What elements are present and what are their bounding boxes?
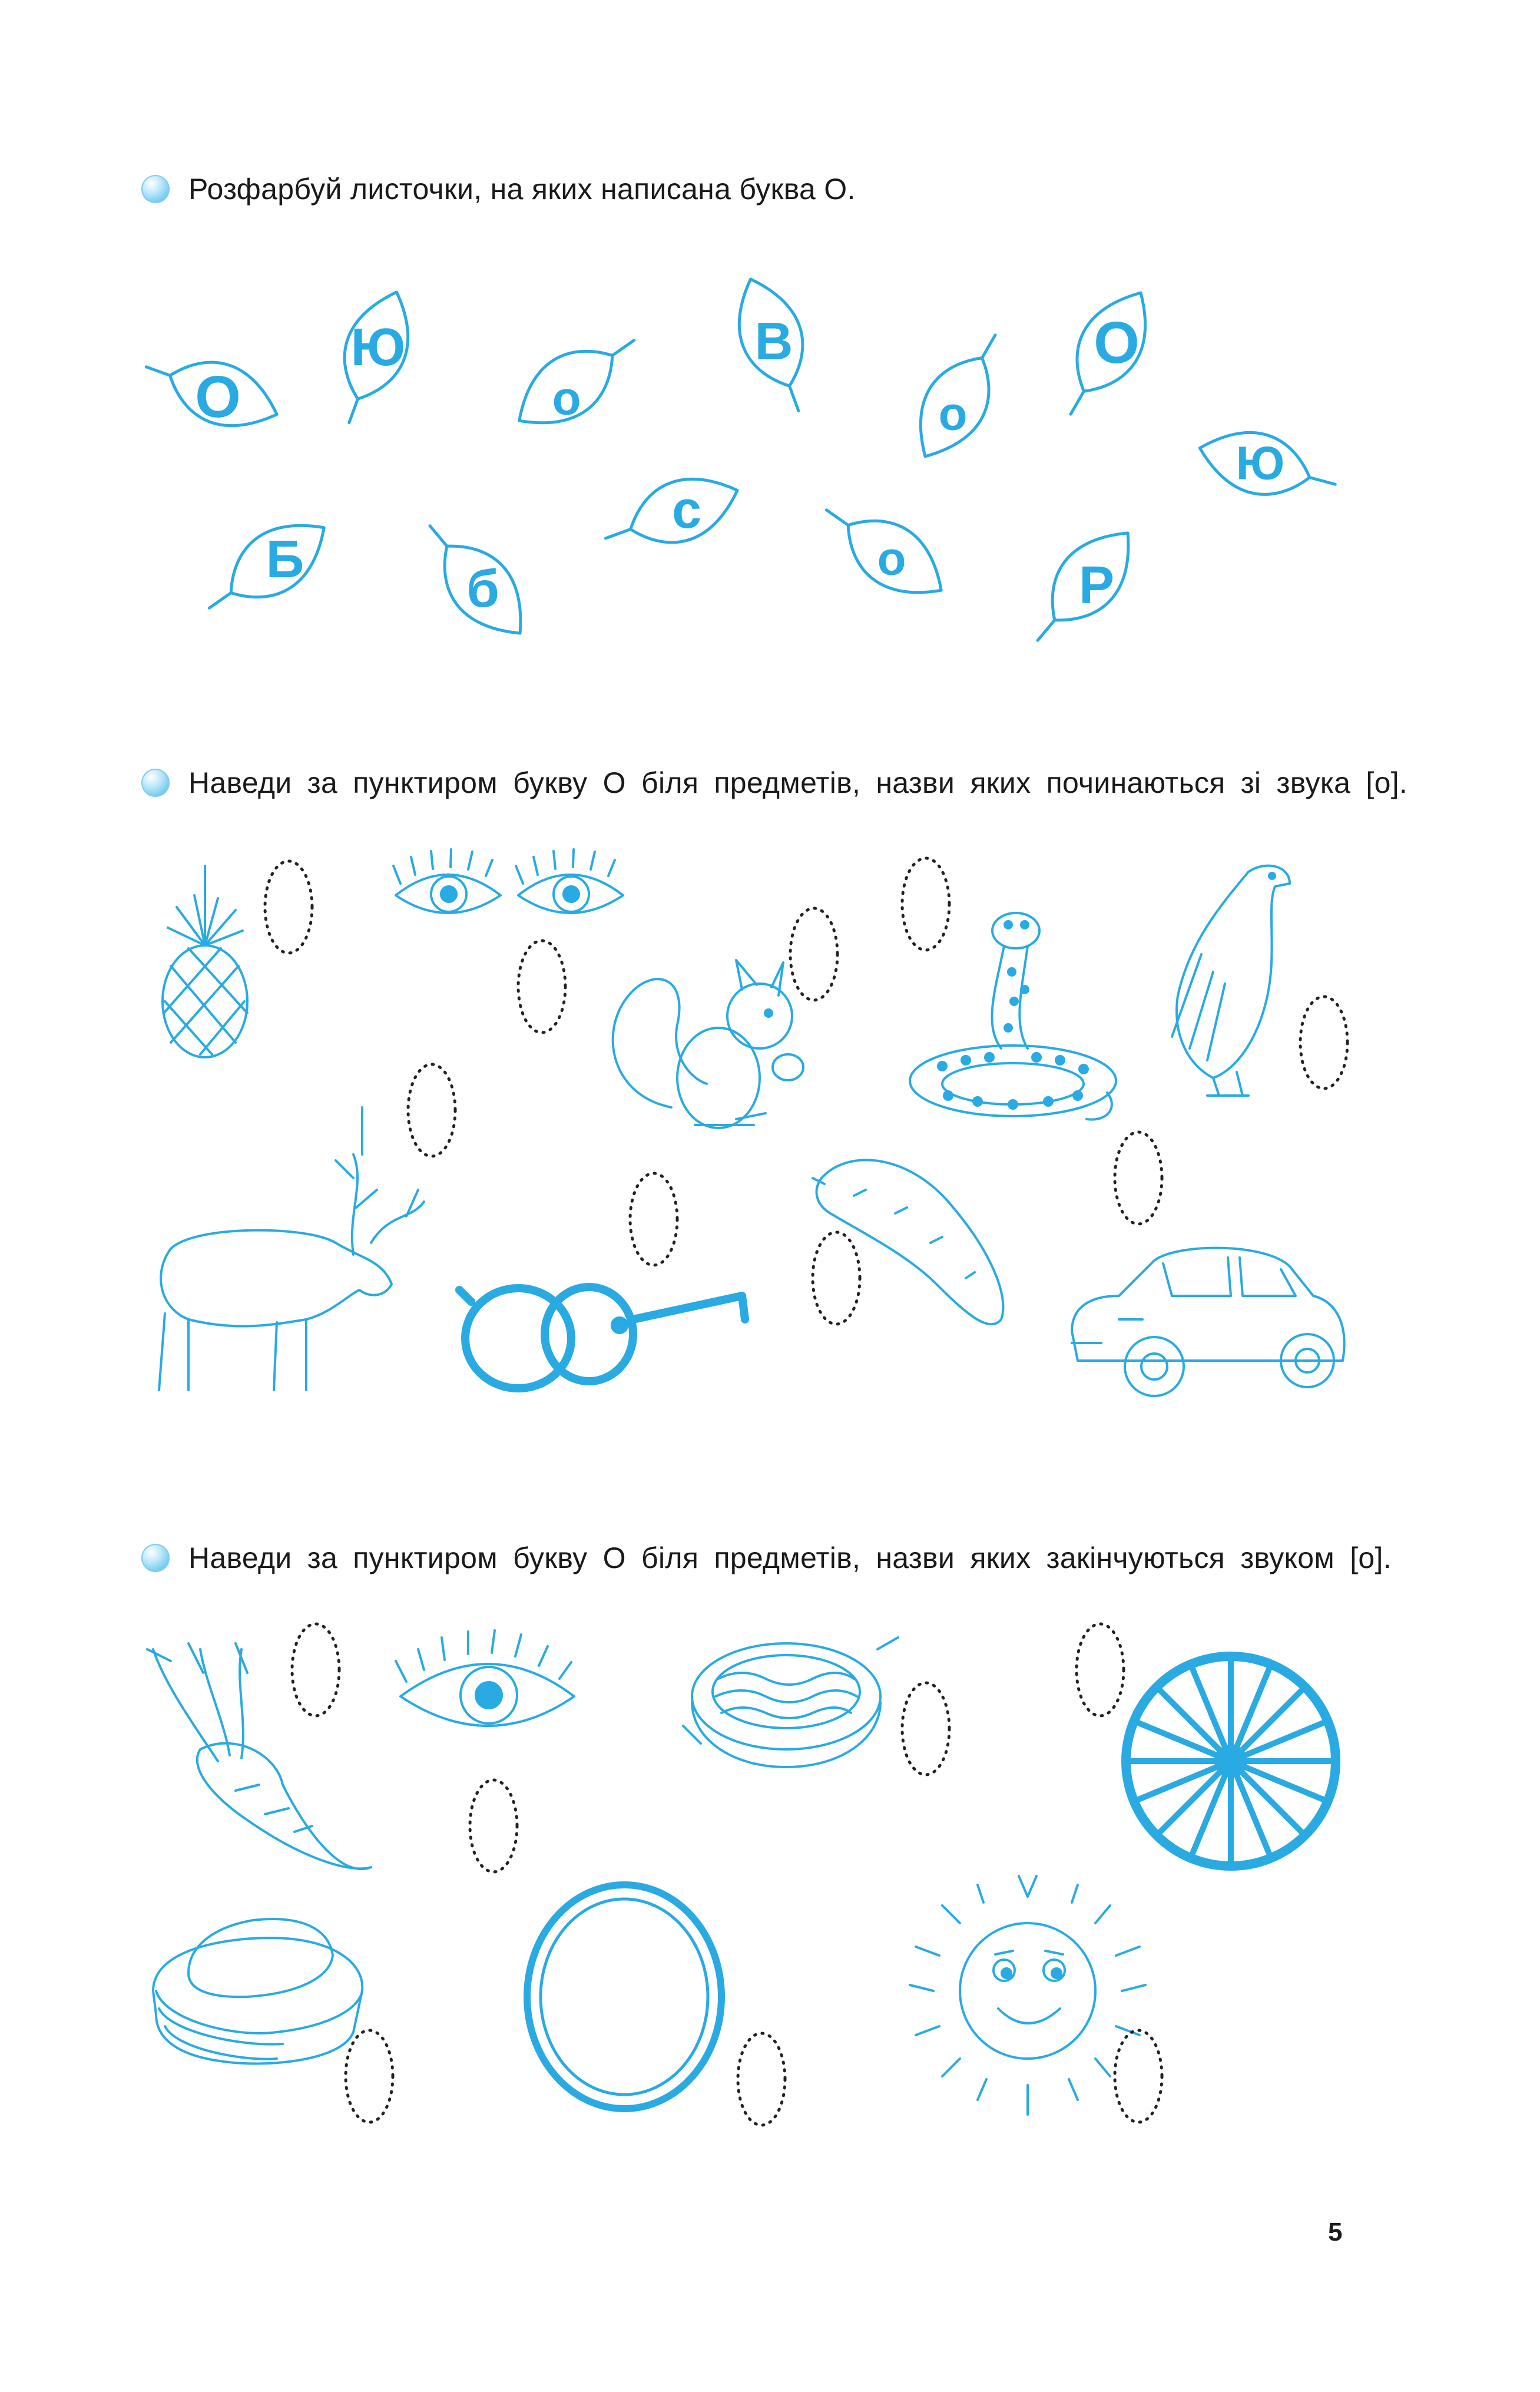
sieve-icon <box>683 1637 898 1767</box>
wheel-icon <box>1126 1656 1336 1866</box>
leaf-5-letter: о <box>938 387 968 440</box>
leaf-2-letter: Ю <box>350 318 406 377</box>
trace-oval[interactable] <box>902 1683 949 1775</box>
leaf-10-letter: с <box>671 481 702 540</box>
trace-oval[interactable] <box>518 941 565 1033</box>
cucumber-icon <box>813 1160 1003 1324</box>
soap-icon <box>153 1919 362 2063</box>
trace-oval[interactable] <box>813 1232 860 1324</box>
eyes-icon <box>393 849 623 913</box>
task-1-text: Розфарбуй листочки, на яких написана буква О. <box>188 173 856 206</box>
trace-oval[interactable] <box>470 1780 517 1872</box>
car-icon <box>1072 1248 1344 1396</box>
trace-oval[interactable] <box>265 861 312 953</box>
trace-oval[interactable] <box>292 1624 339 1716</box>
leaf-4-letter: В <box>754 312 793 371</box>
glasses-icon <box>459 1287 745 1388</box>
leaf-1-letter: О <box>195 364 241 430</box>
trace-oval[interactable] <box>1115 2030 1162 2122</box>
leaf-9-letter: б <box>466 560 499 618</box>
deer-icon <box>159 1107 424 1390</box>
leaf-7-letter: Ю <box>1236 436 1285 489</box>
leaf-8-letter: Б <box>266 530 304 589</box>
trace-oval[interactable] <box>346 2030 393 2122</box>
trace-oval[interactable] <box>1115 1132 1162 1224</box>
pineapple-icon <box>163 866 247 1057</box>
trace-oval[interactable] <box>630 1173 677 1265</box>
trace-oval[interactable] <box>1300 997 1347 1089</box>
squirrel-icon <box>613 960 803 1128</box>
leaf-11-letter: о <box>877 532 906 585</box>
snake-icon <box>910 913 1116 1120</box>
leaf-12-letter: Р <box>1078 556 1115 615</box>
page-number: 5 <box>1328 2218 1343 2247</box>
trace-oval[interactable] <box>408 1064 455 1156</box>
hoop-icon <box>527 1885 721 2109</box>
eye-icon <box>396 1630 574 1726</box>
sun-icon <box>910 1876 1145 2115</box>
trace-oval[interactable] <box>1077 1624 1124 1716</box>
trace-oval[interactable] <box>902 858 949 950</box>
trace-oval[interactable] <box>738 2033 785 2125</box>
task-3-text: Наведи за пунктиром букву О біля предметів, назви яких закінчуються звуком [о]. <box>188 1541 1392 1574</box>
leaf-6-letter: О <box>1094 310 1140 376</box>
trace-oval[interactable] <box>790 908 837 1000</box>
task-2-text: Наведи за пунктиром букву О біля предметів, назви яких починаються зі звука [о]. <box>188 766 1408 799</box>
eagle-icon <box>1172 866 1290 1096</box>
leaf-3-letter: о <box>552 372 581 425</box>
